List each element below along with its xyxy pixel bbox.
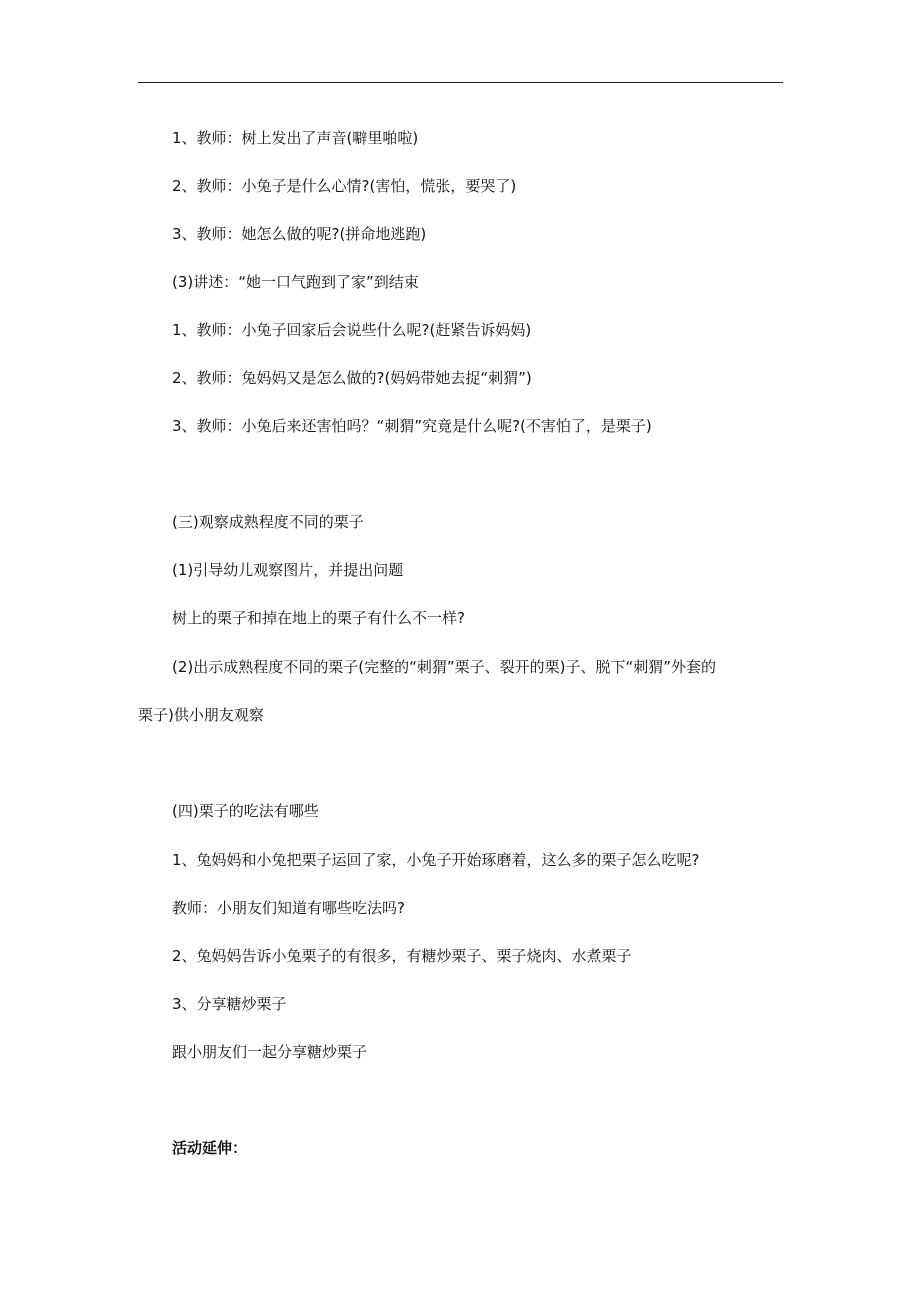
paragraph-line: 3、分享糖炒栗子 bbox=[172, 995, 287, 1013]
header-rule bbox=[138, 82, 783, 83]
paragraph-line: (1)引导幼儿观察图片，并提出问题 bbox=[172, 561, 404, 579]
section-heading: (3)讲述：“她一口气跑到了家”到结束 bbox=[172, 273, 419, 291]
paragraph-line: 1、教师：树上发出了声音(噼里啪啦) bbox=[172, 129, 419, 147]
paragraph-line: 2、兔妈妈告诉小兔栗子的有很多，有糖炒栗子、栗子烧肉、水煮栗子 bbox=[172, 947, 632, 965]
paragraph-line: 3、教师：小兔后来还害怕吗？“刺猬”究竟是什么呢?(不害怕了，是栗子) bbox=[172, 417, 652, 435]
section-heading: (四)栗子的吃法有哪些 bbox=[172, 802, 319, 820]
paragraph-line: 3、教师：她怎么做的呢?(拼命地逃跑) bbox=[172, 225, 427, 243]
paragraph-line: 2、教师：兔妈妈又是怎么做的?(妈妈带她去捉“刺猬”) bbox=[172, 369, 532, 387]
section-heading: (三)观察成熟程度不同的栗子 bbox=[172, 513, 364, 531]
paragraph-line: 跟小朋友们一起分享糖炒栗子 bbox=[172, 1043, 368, 1061]
paragraph-line: (2)出示成熟程度不同的栗子(完整的“刺猬”栗子、裂开的栗)子、脱下“刺猬”外套的 bbox=[172, 658, 717, 676]
paragraph-line: 1、兔妈妈和小兔把栗子运回了家，小兔子开始琢磨着，这么多的栗子怎么吃呢? bbox=[172, 851, 700, 869]
paragraph-line: 栗子)供小朋友观察 bbox=[138, 706, 264, 724]
paragraph-line: 树上的栗子和掉在地上的栗子有什么不一样? bbox=[172, 609, 465, 627]
paragraph-line: 1、教师：小兔子回家后会说些什么呢?(赶紧告诉妈妈) bbox=[172, 321, 532, 339]
paragraph-line: 教师：小朋友们知道有哪些吃法吗? bbox=[172, 899, 405, 917]
section-heading-bold: 活动延伸： bbox=[172, 1139, 248, 1157]
paragraph-line: 2、教师：小兔子是什么心情?(害怕，慌张，要哭了) bbox=[172, 177, 517, 195]
